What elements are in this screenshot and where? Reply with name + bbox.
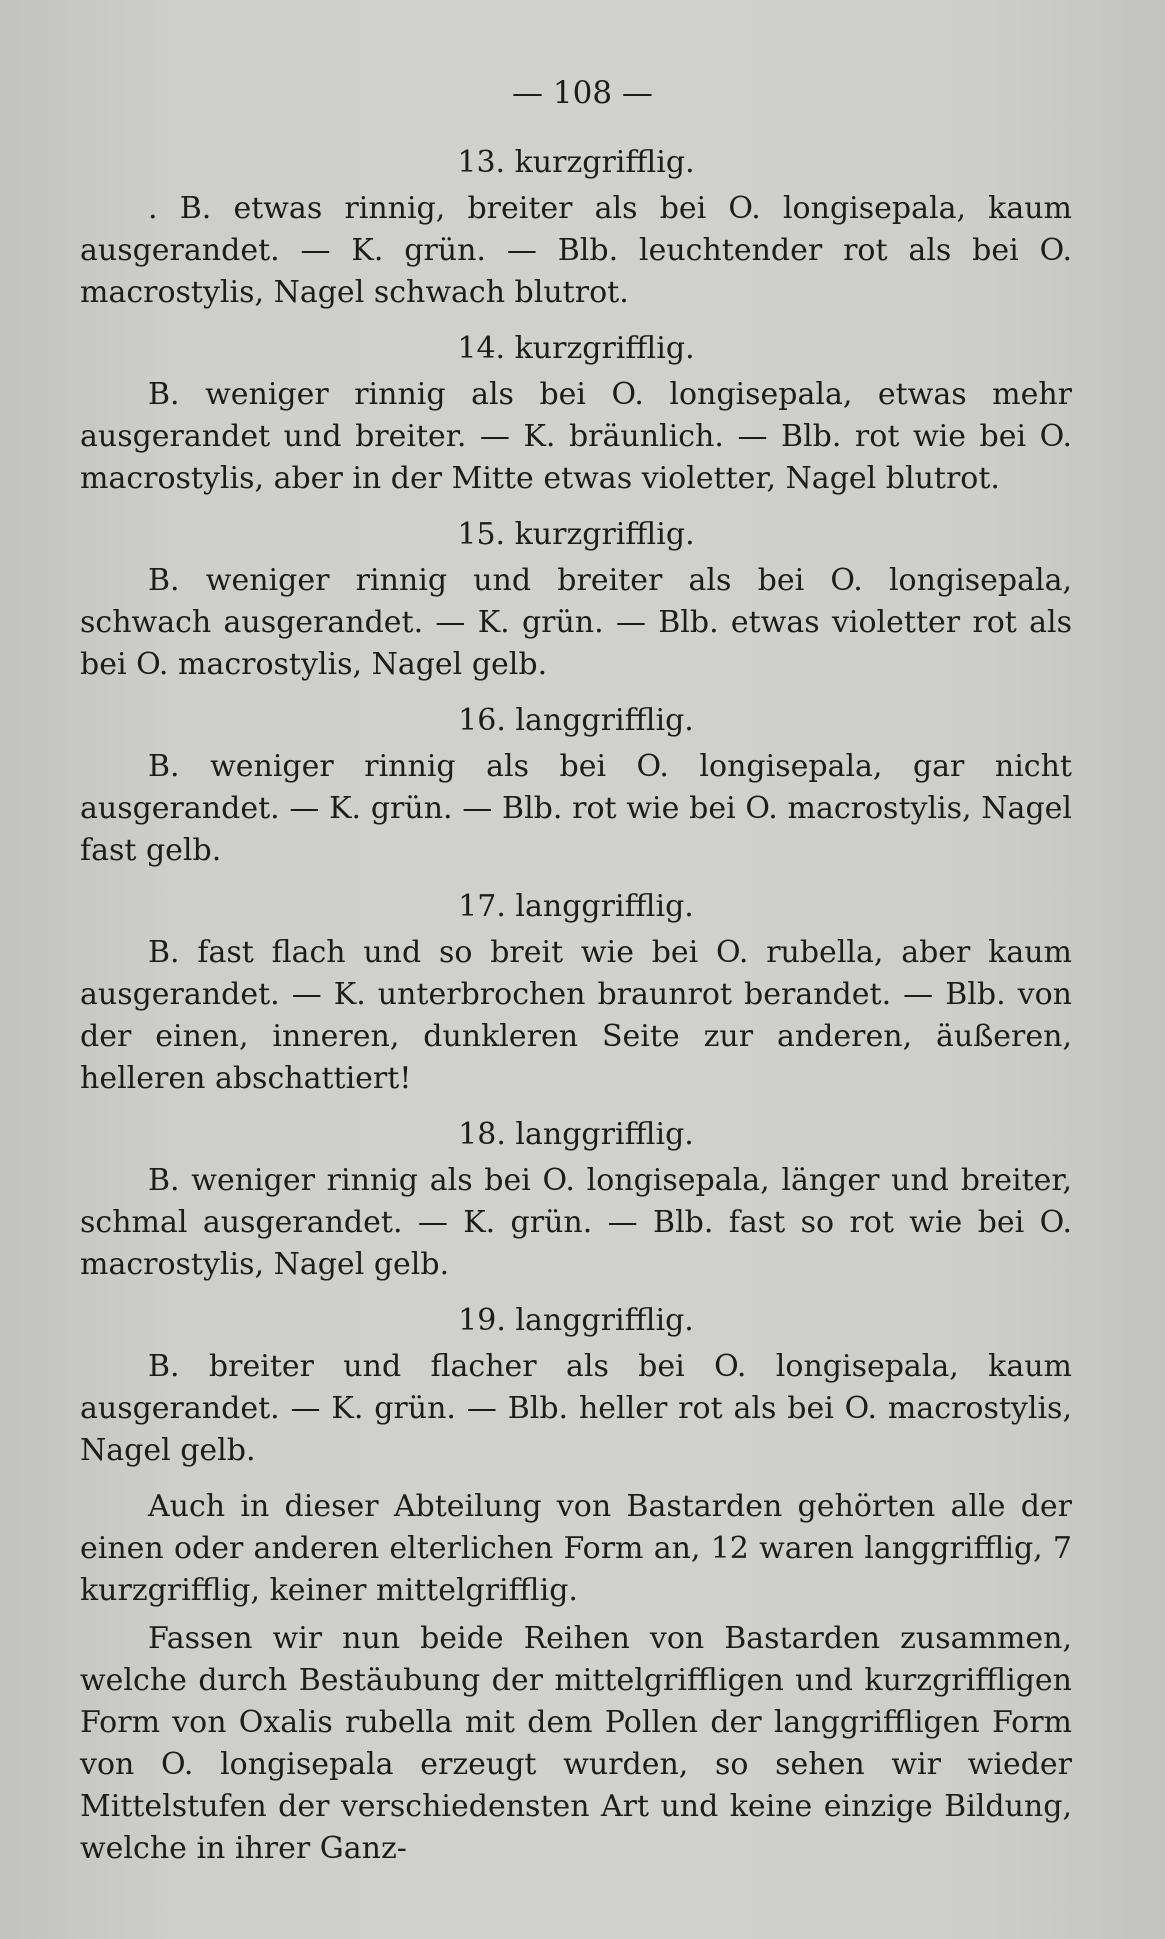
entry-heading: 19. langgrifflig. xyxy=(458,1303,694,1338)
hybrid-entry-17 xyxy=(80,886,1072,1100)
entry-heading: 18. langgrifflig. xyxy=(458,1117,694,1152)
entry-description: B. breiter und flacher als bei O. longisepala, kaum ausgerandet. — K. grün. — Blb. heller rot als bei O. macrostylis, Nagel gelb. xyxy=(80,1349,1072,1468)
entry-heading: 15. kurzgrifflig. xyxy=(457,517,695,552)
entry-heading: 13. kurzgrifflig. xyxy=(457,145,695,180)
entry-description: . B. etwas rinnig, breiter als bei O. longisepala, kaum ausgerandet. — K. grün. — Blb. leuchtender rot als bei O. macrostylis, Nagel schwach blutrot. xyxy=(80,191,1072,310)
page-body xyxy=(80,142,1072,1876)
entry-heading: 16. langgrifflig. xyxy=(458,703,694,738)
entry-description: B. weniger rinnig als bei O. longisepala, etwas mehr ausgerandet und breiter. — K. bräunlich. — Blb. rot wie bei O. macrostylis, aber in der Mitte etwas violetter, Nagel blutrot. xyxy=(80,377,1072,496)
hybrid-entry-16 xyxy=(80,700,1072,872)
entry-description: B. weniger rinnig und breiter als bei O. longisepala, schwach ausgerandet. — K. grün. — Blb. etwas violetter rot als bei O. macrostylis, Nagel gelb. xyxy=(80,563,1072,682)
hybrid-entry-13 xyxy=(80,142,1072,314)
conclusion-paragraph: Fassen wir nun beide Reihen von Bastarden zusammen, welche durch Bestäubung der mittelgriffligen und kurzgriffligen Form von Oxalis rubella mit dem Pollen der langgriffligen Form von O. longisepala erzeugt wurden, so sehen wir wieder Mittelstufen der verschiedensten Art und keine einzige Bildung, welche in ihrer Ganz- xyxy=(80,1621,1072,1866)
hybrid-entry-19 xyxy=(80,1300,1072,1472)
hybrid-entry-18 xyxy=(80,1114,1072,1286)
hybrid-entry-14 xyxy=(80,328,1072,500)
hybrid-entry-15 xyxy=(80,514,1072,686)
entry-description: B. weniger rinnig als bei O. longisepala, länger und breiter, schmal ausgerandet. — K. grün. — Blb. fast so rot wie bei O. macrostylis, Nagel gelb. xyxy=(80,1163,1072,1282)
page-number: — 108 — xyxy=(512,75,653,111)
entry-description: B. fast flach und so breit wie bei O. rubella, aber kaum ausgerandet. — K. unterbrochen braunrot berandet. — Blb. von der einen, inneren, dunkleren Seite zur anderen, äußeren, helleren abschattiert! xyxy=(80,935,1072,1096)
entry-heading: 14. kurzgrifflig. xyxy=(457,331,695,366)
summary-paragraph: Auch in dieser Abteilung von Bastarden gehörten alle der einen oder anderen elterlichen Form an, 12 waren langgrifflig, 7 kurzgrifflig, keiner mittelgrifflig. xyxy=(80,1489,1072,1608)
entry-heading: 17. langgrifflig. xyxy=(458,889,694,924)
entry-description: B. weniger rinnig als bei O. longisepala, gar nicht ausgerandet. — K. grün. — Blb. rot wie bei O. macrostylis, Nagel fast gelb. xyxy=(80,749,1072,868)
